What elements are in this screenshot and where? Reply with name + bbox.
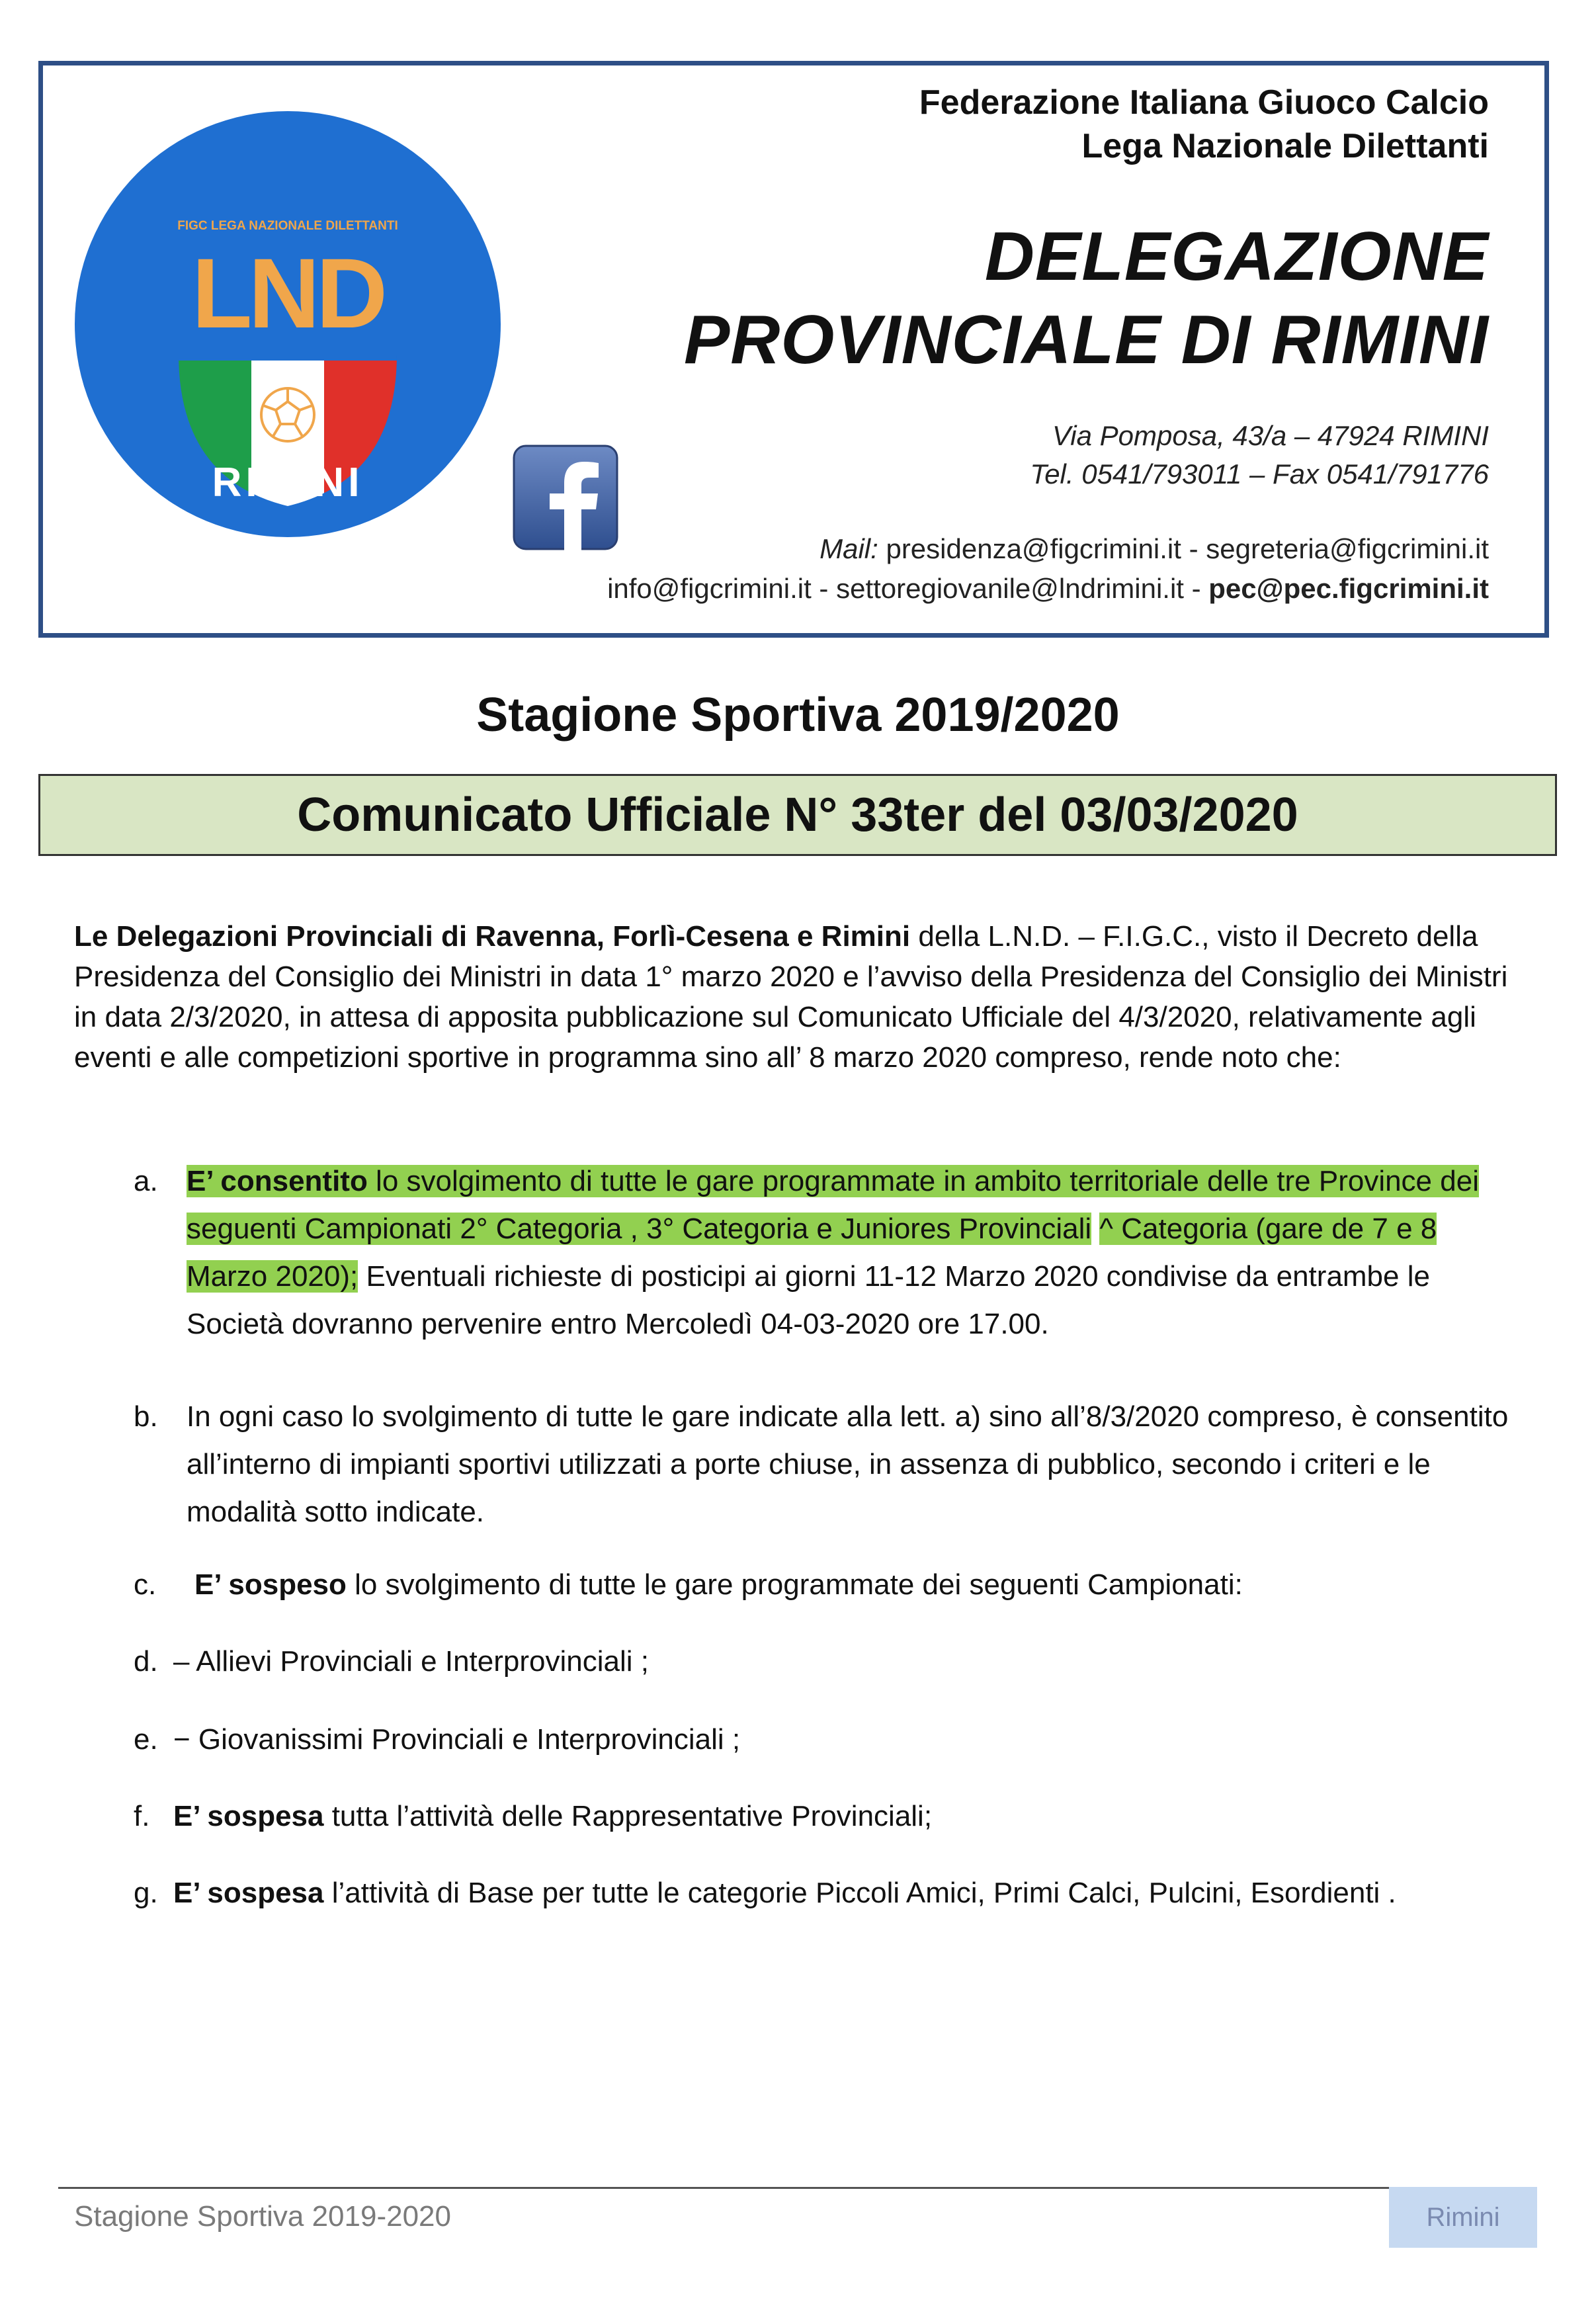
football-icon [261, 388, 314, 441]
intro-bold: Le Delegazioni Provinciali di Ravenna, Forlì-Cesena e Rimini [74, 920, 911, 953]
address-block [1030, 417, 1489, 493]
address: Via Pomposa, 43/a – 47924 RIMINI [1052, 420, 1489, 451]
item-a-highlight-1: lo svolgimento di tutte le gare programmate in ambito territoriale delle tre Province dei seguenti Campionati 2° Categoria , 3° Categoria e Juniores Provinciali [187, 1165, 1479, 1245]
mail-label: Mail: [819, 533, 878, 564]
marker-g: g. [134, 1877, 158, 1909]
delegation-title [684, 215, 1489, 382]
federation-block [919, 81, 1489, 168]
list-item-g [134, 1869, 1523, 1917]
marker-d: d. [134, 1645, 158, 1678]
item-a-bold: E’ consentito [187, 1165, 368, 1197]
item-a-gap [1091, 1213, 1099, 1245]
footer-season: Stagione Sportiva 2019-2020 [74, 2200, 451, 2233]
mail-addresses-2[interactable]: info@figcrimini.it - settoregiovanile@lndrimini.it - [607, 573, 1209, 604]
item-g-text: l’attività di Base per tutte le categorie Piccoli Amici, Primi Calci, Pulcini, Esordienti . [323, 1877, 1396, 1909]
list-item-b [134, 1393, 1523, 1536]
list-item-a [134, 1158, 1523, 1348]
list-item-e [134, 1716, 1523, 1764]
item-b-text: In ogni caso lo svolgimento di tutte le gare indicate alla lett. a) sino all’8/3/2020 compreso, è consentito all’interno di impianti sportivi utilizzati a porte chiuse, in assenza di pubblico, secondo i criteri e le modalità sotto indicate. [187, 1400, 1509, 1528]
item-c-bold: E’ sospeso [194, 1568, 347, 1601]
delegation-title-line1: DELEGAZIONE [984, 218, 1489, 295]
item-a-rest: Eventuali richieste di posticipi ai giorni 11-12 Marzo 2020 condivise da entrambe le Società dovranno pervenire entro Mercoledì 04-03-2020 ore 17.00. [187, 1260, 1430, 1340]
item-c-text: lo svolgimento di tutte le gare programmate dei seguenti Campionati: [346, 1568, 1243, 1601]
item-g-bold: E’ sospesa [173, 1877, 324, 1909]
mail-addresses[interactable]: presidenza@figcrimini.it - segreteria@figcrimini.it [878, 533, 1489, 564]
delegation-title-line2: PROVINCIALE DI RIMINI [683, 302, 1489, 378]
list-item-f [134, 1793, 1523, 1840]
lnd-rimini-logo [73, 109, 503, 539]
federation-name: Federazione Italiana Giuoco Calcio [919, 83, 1489, 122]
item-a-highlight-2: ^ Categoria (gare de 7 e 8 Marzo 2020); [187, 1213, 1437, 1293]
marker-f: f. [134, 1800, 150, 1832]
communique-title: Comunicato Ufficiale N° 33ter del 03/03/2020 [38, 774, 1557, 856]
contacts-block [607, 529, 1489, 609]
phone-fax: Tel. 0541/793011 – Fax 0541/791776 [1030, 458, 1489, 490]
mail-line-2 [607, 569, 1489, 609]
marker-a: a. [134, 1165, 158, 1197]
logo-top-text: FIGC LEGA NAZIONALE DILETTANTI [177, 219, 398, 233]
item-f-text: tutta l’attività delle Rappresentative Provinciali; [323, 1800, 933, 1832]
pec-address[interactable]: pec@pec.figcrimini.it [1208, 573, 1489, 604]
item-f-bold: E’ sospesa [173, 1800, 324, 1832]
item-d-text: – Allievi Provinciali e Interprovinciali ; [173, 1645, 649, 1678]
mail-line-1 [607, 529, 1489, 569]
intro-text: della L.N.D. – F.I.G.C., visto il Decreto della Presidenza del Consiglio dei Ministri in data 1° marzo 2020 e l’avviso della Presidenza del Consiglio dei Ministri in data 2/3/2020, in attesa di apposita pubblicazione sul Comunicato Ufficiale del 4/3/2020, relativamente agli eventi e alle competizioni sportive in programma sino all’ 8 marzo 2020 compreso, rende noto che: [74, 920, 1508, 1074]
marker-e: e. [134, 1723, 158, 1756]
marker-b: b. [134, 1400, 158, 1433]
facebook-icon[interactable] [513, 445, 618, 550]
intro-paragraph [74, 916, 1516, 1078]
logo-bottom-text: RIMINI [212, 460, 364, 505]
marker-c: c. [134, 1568, 157, 1601]
list-item-c [134, 1561, 1523, 1609]
footer-divider [58, 2187, 1537, 2189]
footer-location-badge: Rimini [1389, 2187, 1537, 2248]
league-name: Lega Nazionale Dilettanti [1081, 127, 1489, 165]
list-item-d [134, 1638, 1523, 1685]
season-title: Stagione Sportiva 2019/2020 [476, 689, 1120, 742]
logo-letters: LND [191, 237, 384, 349]
item-e-text: − Giovanissimi Provinciali e Interprovinciali ; [173, 1723, 741, 1756]
